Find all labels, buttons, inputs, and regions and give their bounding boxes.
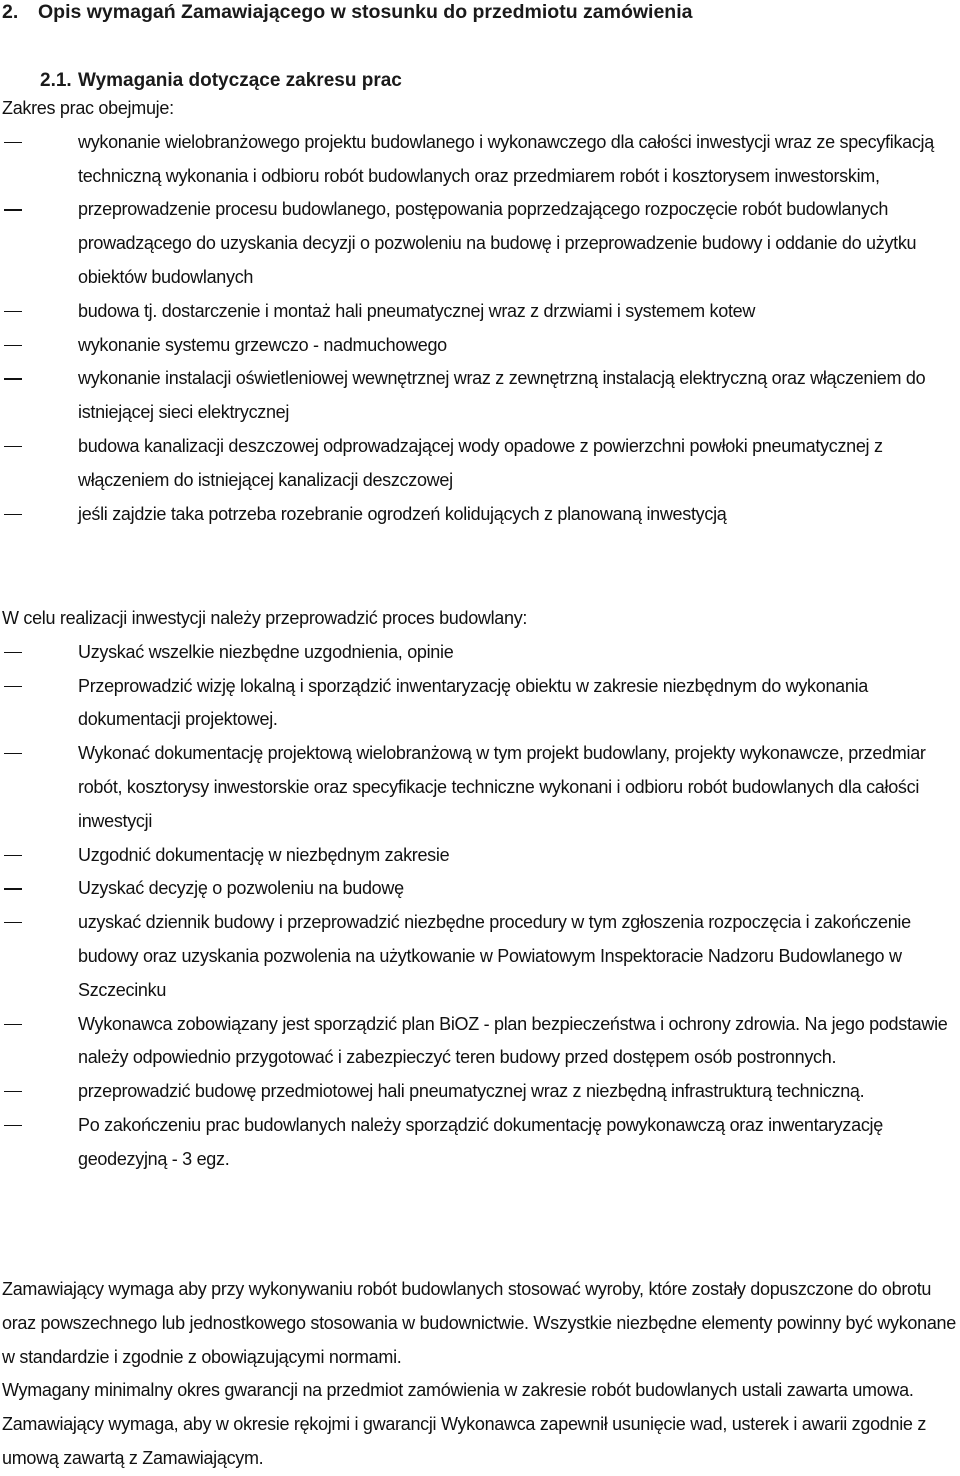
list-item [2,737,957,838]
list-item-text: Po zakończeniu prac budowlanych należy sporządzić dokumentację powykonawczą oraz inwentaryzację geodezyjną - 3 egz. [78,1114,883,1169]
list-item [2,1008,957,1076]
list-item [2,193,957,294]
closing-section [2,1273,957,1476]
list-item-text: Uzyskać decyzję o pozwoleniu na budowę [78,878,404,899]
scope-intro: Zakres prac obejmuje: [2,98,174,118]
scope-section [2,92,957,531]
list-item-text: wykonanie instalacji oświetleniowej wewnętrznej wraz z zewnętrzną instalacją elektryczną oraz włączeniem do istniejącej sieci elektrycznej [78,368,926,423]
list-item-text: Wykonawca zobowiązany jest sporządzić plan BiOZ - plan bezpieczeństwa i ochrony zdrowia. Na jego podstawie należy odpowiednio przygotować i zabezpieczyć teren budowy przed dostępem osób postronnych. [78,1013,948,1068]
closing-paragraph-warranty: Wymagany minimalny okres gwarancji na przedmiot zamówienia w zakresie robót budowlanych ustali zawarta umowa. Zamawiający wymaga, aby w okresie rękojmi i gwarancji Wykonawca zapewnił usunięcie wad, usterek i awarii zgodnie z umową zawartą z Zamawiającym. [2,1380,927,1468]
section-title: Opis wymagań Zamawiającego w stosunku do przedmiotu zamówienia [38,1,693,23]
list-item [2,906,957,1007]
list-item-text: Uzyskać wszelkie niezbędne uzgodnienia, opinie [78,641,454,662]
list-item-text: uzyskać dziennik budowy i przeprowadzić niezbędne procedury w tym zgłoszenia rozpoczęcia i zakończenie budowy oraz uzyskania pozwolenia na użytkowanie w Powiatowym Inspektoracie Nadzoru Budowlanego w Szczecinku [78,912,911,1000]
list-item [2,498,957,532]
list-item [2,295,957,329]
list-item [2,329,957,363]
list-item-text: budowa kanalizacji deszczowej odprowadzającej wody opadowe z powierzchni powłoki pneumatycznej z włączeniem do istniejącej kanalizacji deszczowej [78,435,883,490]
subsection-number: 2.1. [40,70,72,91]
process-intro: W celu realizacji inwestycji należy przeprowadzić proces budowlany: [2,608,528,628]
subsection-title: Wymagania dotyczące zakresu prac [78,70,402,91]
process-list [2,636,957,1177]
list-item [2,636,957,670]
list-item [2,872,957,906]
list-item [2,1109,957,1177]
list-item [2,362,957,430]
list-item [2,126,957,194]
list-item [2,670,957,738]
list-item-text: jeśli zajdzie taka potrzeba rozebranie ogrodzeń kolidujących z planowaną inwestycją [78,503,727,524]
section-heading [2,0,692,30]
list-item-text: wykonanie wielobranżowego projektu budowlanego i wykonawczego dla całości inwestycji wraz ze specyfikacją techniczną wykonania i odbioru robót budowlanych oraz przedmiarem robót i kosztorysem inwestorskim, [78,131,934,186]
list-item-text: Uzgodnić dokumentację w niezbędnym zakresie [78,844,450,865]
scope-list [2,126,957,532]
process-section [2,602,957,1177]
section-number: 2. [2,1,19,23]
list-item [2,1075,957,1109]
closing-paragraph-materials: Zamawiający wymaga aby przy wykonywaniu robót budowlanych stosować wyroby, które zostały dopuszczone do obrotu oraz powszechnego lub jednostkowego stosowania w budownictwie. Wszystkie niezbędne elementy powinny być wykonane w standardzie i zgodnie z obowiązującymi normami. [2,1279,956,1367]
list-item-text: przeprowadzić budowę przedmiotowej hali pneumatycznej wraz z niezbędną infrastrukturą techniczną. [78,1081,865,1102]
list-item-text: przeprowadzenie procesu budowlanego, postępowania poprzedzającego rozpoczęcie robót budowlanych prowadzącego do uzyskania decyzji o pozwoleniu na budowę i przeprowadzenie budowy i oddanie do użytku obiektów budowlanych [78,199,917,287]
list-item-text: budowa tj. dostarczenie i montaż hali pneumatycznej wraz z drzwiami i systemem kotew [78,300,756,321]
list-item-text: Wykonać dokumentację projektową wielobranżową w tym projekt budowlany, projekty wykonawcze, przedmiar robót, kosztorysy inwestorskie oraz specyfikacje techniczne wykonani i odbioru robót budowlanych dla całości inwestycji [78,743,926,831]
list-item-text: Przeprowadzić wizję lokalną i sporządzić inwentaryzację obiektu w zakresie niezbędnym do wykonania dokumentacji projektowej. [78,675,868,730]
list-item-text: wykonanie systemu grzewczo - nadmuchowego [78,334,447,355]
list-item [2,839,957,873]
list-item [2,430,957,498]
